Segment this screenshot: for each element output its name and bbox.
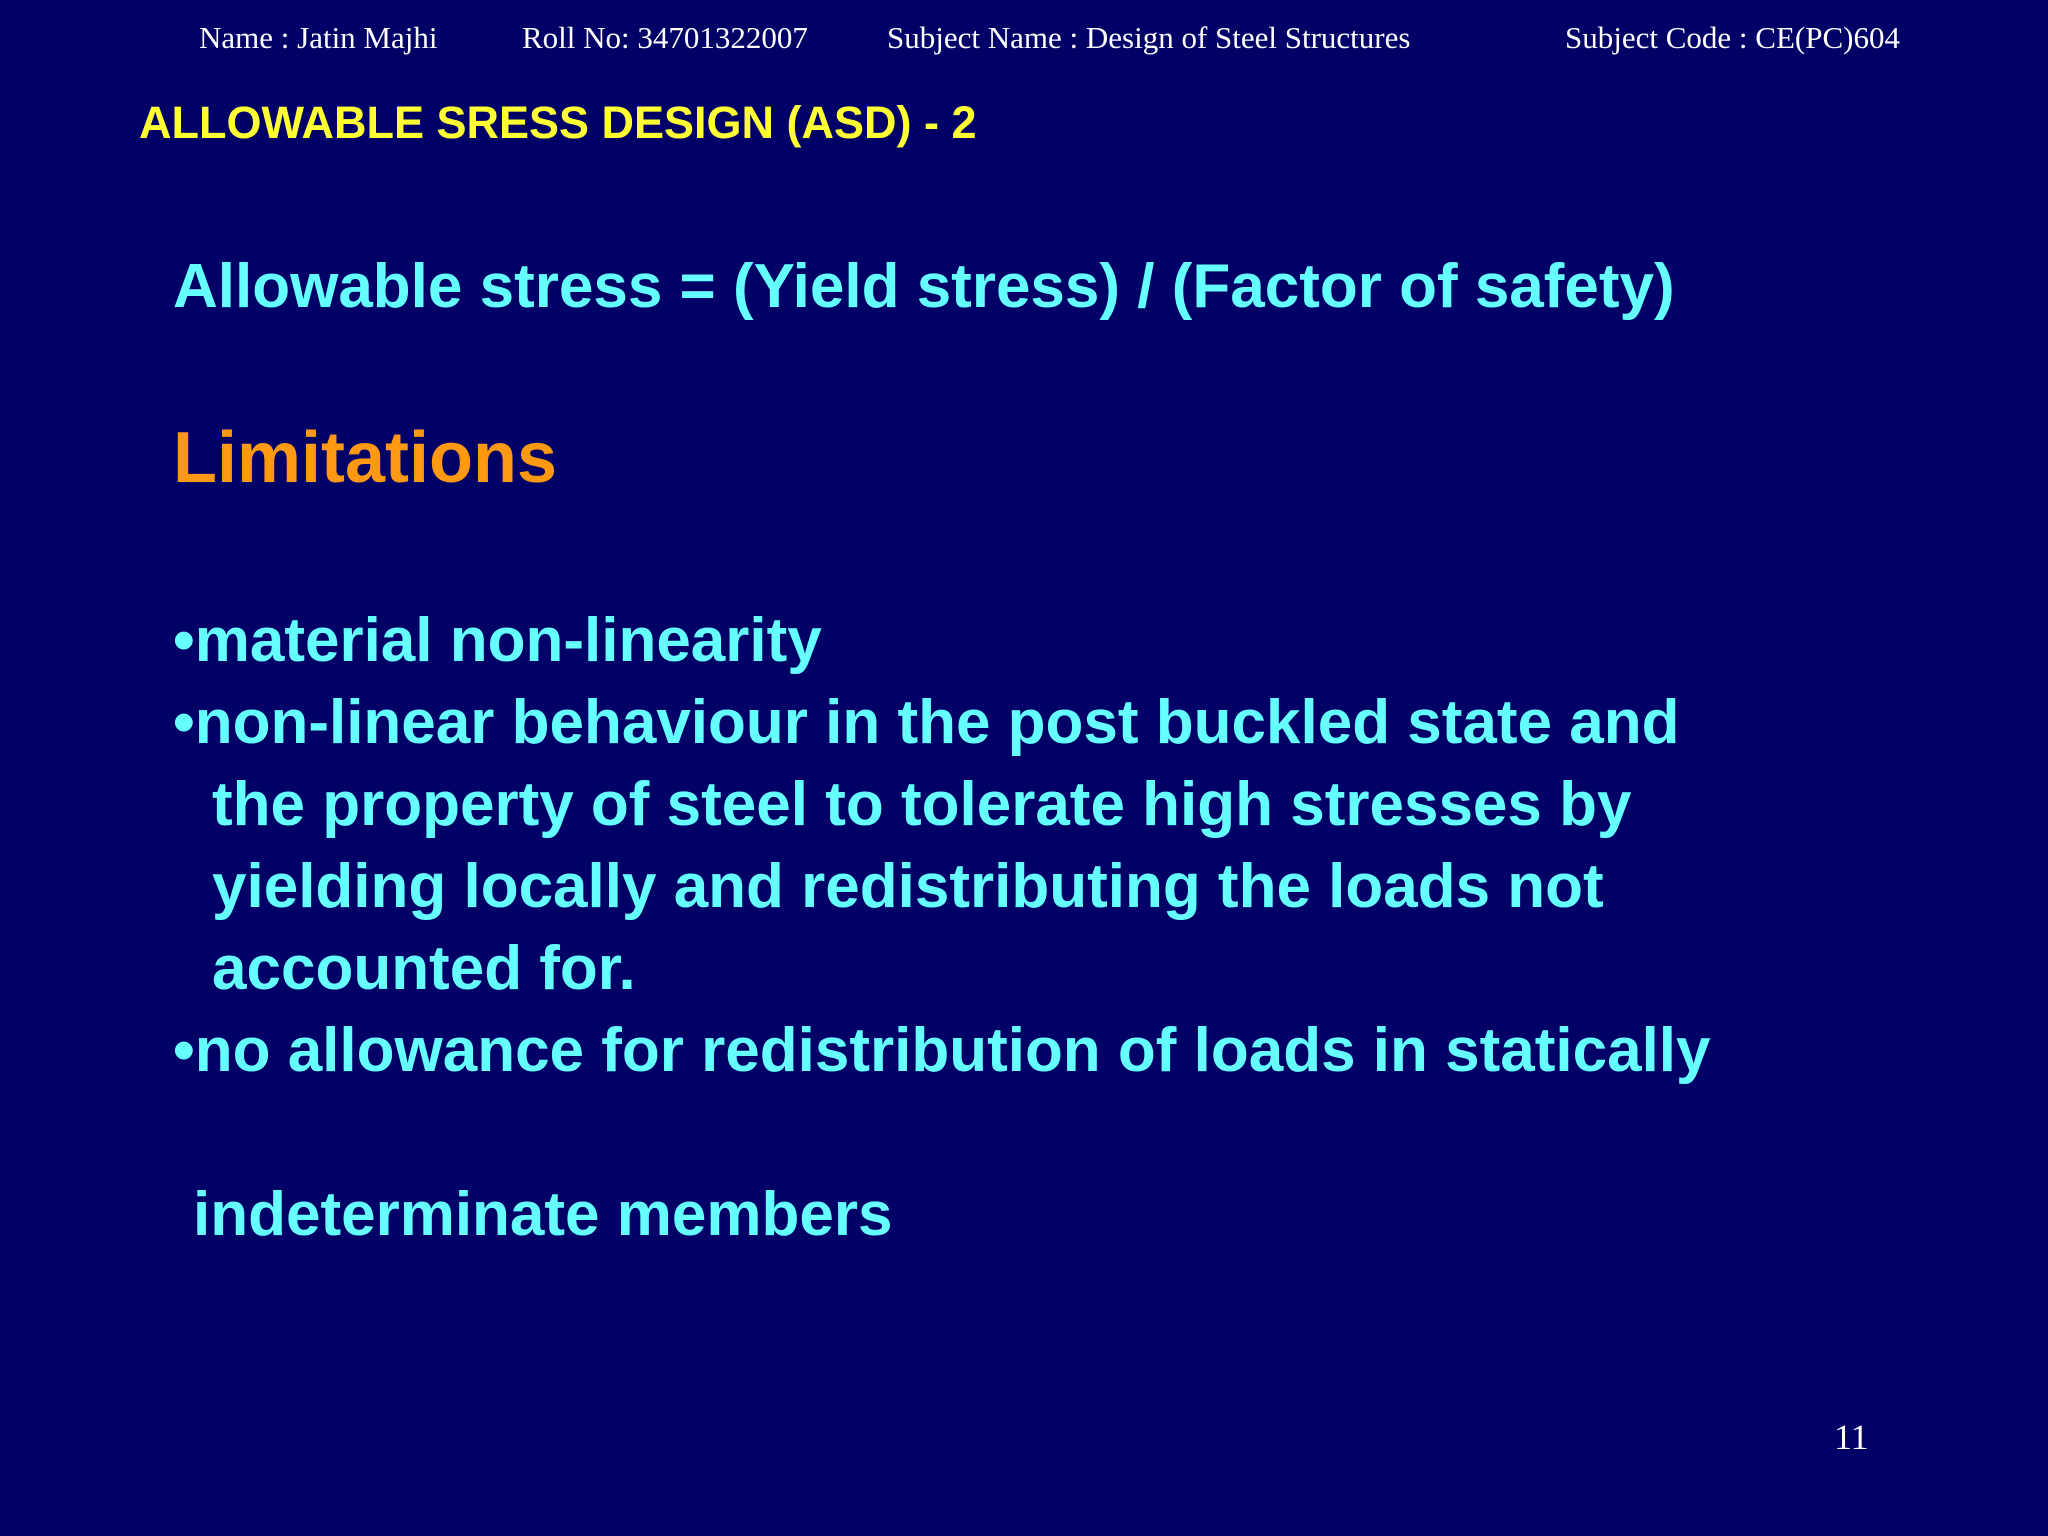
- bullet-item-2-continuation: yielding locally and redistributing the loads not: [212, 852, 1604, 921]
- bullet-item-3-continuation: indeterminate members: [193, 1180, 893, 1249]
- header-roll-number: Roll No: 34701322007: [522, 20, 808, 55]
- header-subject-name: Subject Name : Design of Steel Structures: [887, 20, 1411, 55]
- page-number: 11: [1834, 1417, 1869, 1457]
- limitations-heading: Limitations: [173, 418, 558, 498]
- slide-title: ALLOWABLE SRESS DESIGN (ASD) - 2: [139, 97, 977, 148]
- bullet-item-3: [173, 1011, 1711, 1091]
- header-subject-code: Subject Code : CE(PC)604: [1565, 20, 1900, 55]
- bullet-item-2-continuation: the property of steel to tolerate high stresses by: [212, 770, 1632, 839]
- bullet-item-2: [173, 683, 1679, 763]
- bullet-item-1: [173, 601, 822, 681]
- bullet-icon: •: [173, 1016, 195, 1085]
- bullet-icon: •: [173, 688, 195, 757]
- bullet-text: non-linear behaviour in the post buckled state and: [194, 688, 1680, 757]
- bullet-icon: •: [173, 606, 195, 675]
- header-student-name: Name : Jatin Majhi: [199, 20, 438, 55]
- formula-text: Allowable stress = (Yield stress) / (Factor of safety): [173, 252, 1675, 321]
- bullet-text: material non-linearity: [194, 606, 822, 675]
- bullet-text: no allowance for redistribution of loads in statically: [194, 1016, 1711, 1085]
- bullet-item-2-continuation: accounted for.: [212, 934, 636, 1003]
